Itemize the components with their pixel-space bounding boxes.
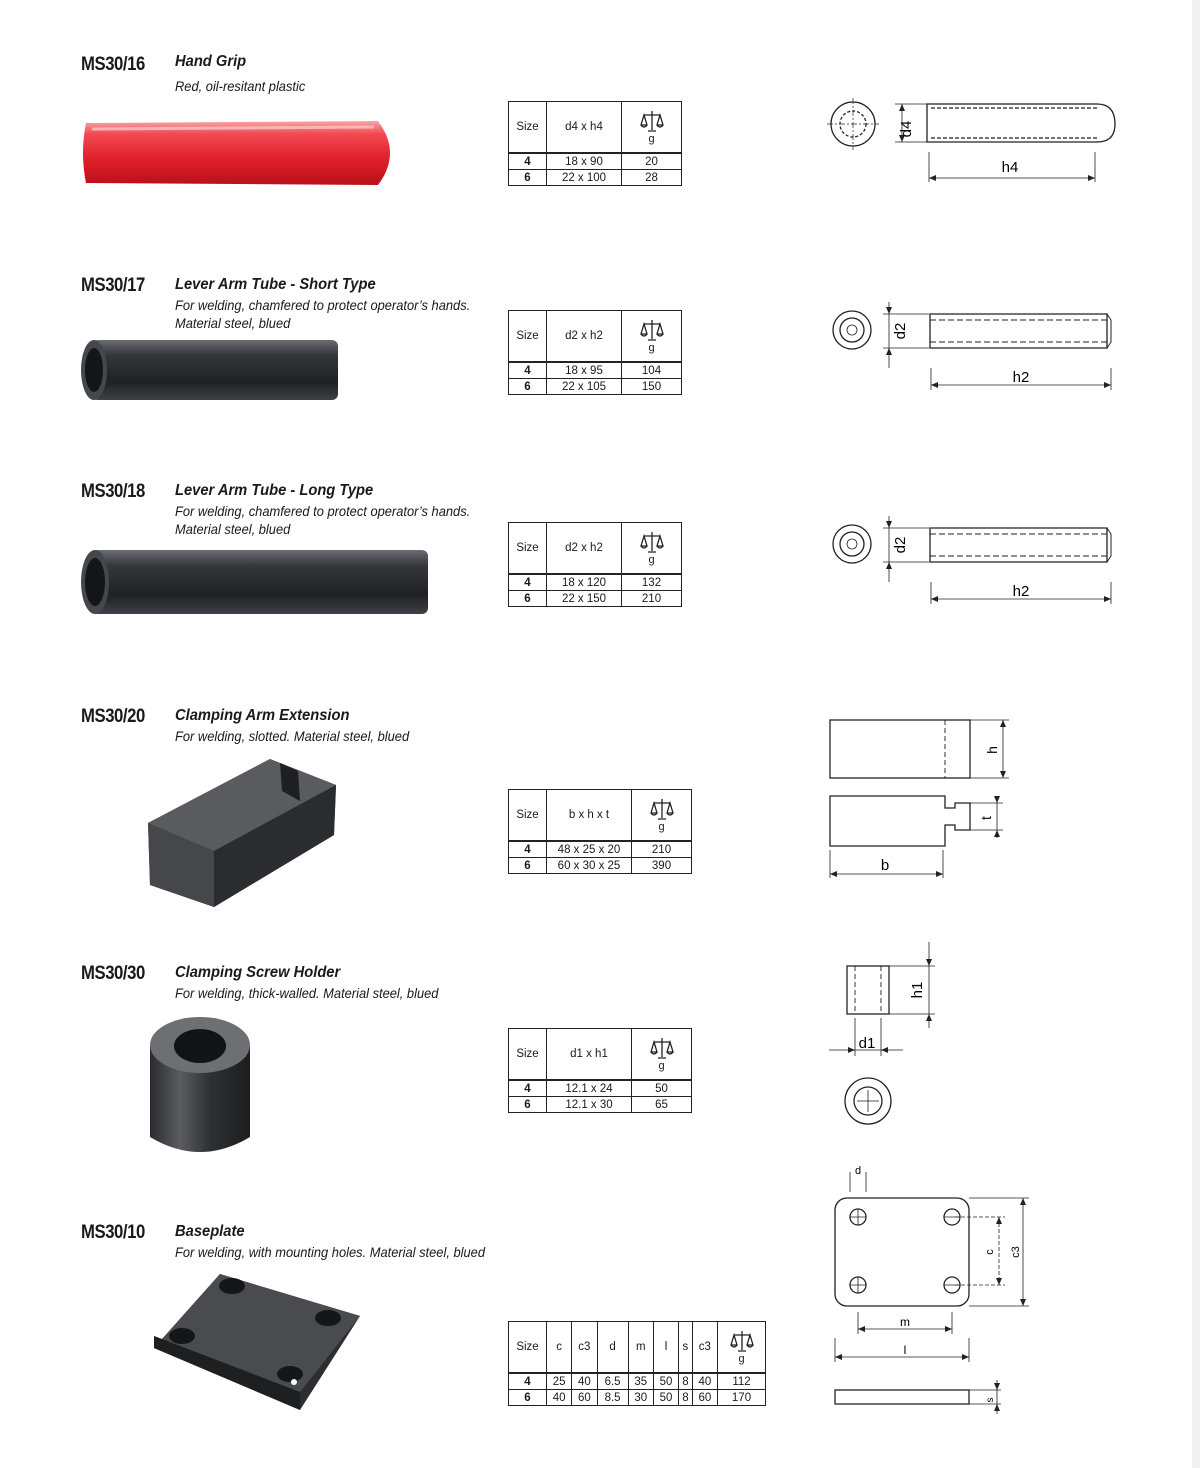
weight-cell: 104 bbox=[622, 362, 682, 379]
header-weight bbox=[632, 790, 692, 842]
value-cell: 25 bbox=[547, 1373, 572, 1390]
table-row bbox=[509, 1390, 766, 1406]
weight-unit: g bbox=[658, 820, 665, 833]
d-label: d bbox=[854, 1165, 862, 1177]
value-cell: 40 bbox=[692, 1373, 717, 1390]
value-cell: 40 bbox=[572, 1373, 597, 1390]
table-row bbox=[509, 379, 682, 395]
size-cell: 6 bbox=[509, 591, 547, 607]
h1-label: h1 bbox=[909, 981, 926, 999]
dimension-cell: 18 x 95 bbox=[547, 362, 622, 379]
size-cell: 4 bbox=[509, 1373, 547, 1390]
header-weight bbox=[622, 102, 682, 154]
header-weight bbox=[622, 311, 682, 363]
product-title: Baseplate bbox=[175, 1223, 245, 1240]
dimension-cell: 18 x 120 bbox=[547, 574, 622, 591]
value-cell: 35 bbox=[628, 1373, 653, 1390]
weight-cell: 28 bbox=[622, 170, 682, 186]
hand-grip-drawing bbox=[825, 92, 1125, 192]
header-dimensions: d1 x h1 bbox=[547, 1029, 632, 1081]
size-cell: 6 bbox=[509, 170, 547, 186]
weight-scale-icon bbox=[649, 1037, 675, 1061]
header-c3-second: c3 bbox=[692, 1322, 717, 1374]
c3-label: c3 bbox=[1010, 1246, 1022, 1258]
value-cell: 60 bbox=[572, 1390, 597, 1406]
weight-cell: 210 bbox=[622, 591, 682, 607]
s-label: s bbox=[985, 1397, 996, 1403]
weight-scale-icon bbox=[639, 110, 665, 134]
product-title: Lever Arm Tube - Long Type bbox=[175, 482, 374, 499]
value-cell: 8.5 bbox=[597, 1390, 628, 1406]
header-weight bbox=[632, 1029, 692, 1081]
size-cell: 4 bbox=[509, 362, 547, 379]
product-title: Clamping Screw Holder bbox=[175, 964, 341, 981]
table-row bbox=[509, 153, 682, 170]
weight-unit: g bbox=[648, 341, 655, 354]
header-dimensions: d4 x h4 bbox=[547, 102, 622, 154]
table-row bbox=[509, 1080, 692, 1097]
clamping-screw-holder-photo bbox=[146, 1013, 256, 1161]
weight-cell: 170 bbox=[718, 1390, 766, 1406]
weight-scale-icon bbox=[639, 531, 665, 555]
b-label: b bbox=[880, 857, 890, 874]
h2-label: h2 bbox=[1012, 583, 1030, 600]
hand-grip-photo bbox=[78, 115, 404, 191]
table-row bbox=[509, 1373, 766, 1390]
spec-table bbox=[508, 789, 692, 874]
header-dimensions: b x h x t bbox=[547, 790, 632, 842]
weight-cell: 20 bbox=[622, 153, 682, 170]
header-weight bbox=[622, 523, 682, 575]
size-cell: 4 bbox=[509, 841, 547, 858]
size-cell: 4 bbox=[509, 153, 547, 170]
product-description: Red, oil-resitant plastic bbox=[175, 78, 306, 94]
weight-unit: g bbox=[648, 132, 655, 145]
size-cell: 4 bbox=[509, 574, 547, 591]
weight-cell: 112 bbox=[718, 1373, 766, 1390]
product-title: Lever Arm Tube - Short Type bbox=[175, 276, 376, 293]
value-cell: 40 bbox=[547, 1390, 572, 1406]
value-cell: 30 bbox=[628, 1390, 653, 1406]
product-code: MS30/10 bbox=[81, 1222, 145, 1243]
header-m: m bbox=[628, 1322, 653, 1374]
spec-table bbox=[508, 522, 682, 607]
h2-label: h2 bbox=[1012, 369, 1030, 386]
weight-unit: g bbox=[648, 553, 655, 566]
page-edge-strip bbox=[1192, 0, 1200, 1468]
long-tube-photo bbox=[78, 546, 434, 618]
weight-cell: 65 bbox=[632, 1097, 692, 1113]
header-weight bbox=[718, 1322, 766, 1374]
product-description: Material steel, blued bbox=[175, 315, 291, 331]
weight-cell: 132 bbox=[622, 574, 682, 591]
table-row bbox=[509, 170, 682, 186]
header-size: Size bbox=[509, 102, 547, 154]
weight-unit: g bbox=[658, 1059, 665, 1072]
h-label: h bbox=[984, 746, 1000, 754]
dimension-cell: 22 x 150 bbox=[547, 591, 622, 607]
dimension-cell: 18 x 90 bbox=[547, 153, 622, 170]
weight-cell: 50 bbox=[632, 1080, 692, 1097]
table-row bbox=[509, 1097, 692, 1113]
clamping-arm-extension-drawing bbox=[825, 714, 1025, 884]
dimension-cell: 60 x 30 x 25 bbox=[547, 858, 632, 874]
long-tube-drawing bbox=[825, 510, 1120, 610]
short-tube-photo bbox=[78, 336, 344, 404]
dimension-cell: 22 x 105 bbox=[547, 379, 622, 395]
value-cell: 50 bbox=[653, 1390, 678, 1406]
product-description: For welding, with mounting holes. Material steel, blued bbox=[175, 1244, 485, 1260]
product-description: For welding, chamfered to protect operator’s hands. bbox=[175, 297, 471, 313]
clamping-arm-extension-photo bbox=[140, 755, 340, 915]
baseplate-drawing bbox=[825, 1162, 1045, 1424]
header-size: Size bbox=[509, 1029, 547, 1081]
product-code: MS30/17 bbox=[81, 275, 145, 296]
value-cell: 8 bbox=[679, 1373, 693, 1390]
weight-cell: 150 bbox=[622, 379, 682, 395]
product-code: MS30/30 bbox=[81, 963, 145, 984]
h4-label: h4 bbox=[1001, 159, 1019, 176]
dimension-cell: 12.1 x 30 bbox=[547, 1097, 632, 1113]
header-c: c bbox=[547, 1322, 572, 1374]
header-size: Size bbox=[509, 790, 547, 842]
d2-label: d2 bbox=[892, 322, 909, 340]
header-c3: c3 bbox=[572, 1322, 597, 1374]
table-row bbox=[509, 574, 682, 591]
product-description: For welding, chamfered to protect operator’s hands. bbox=[175, 503, 471, 519]
header-l: l bbox=[653, 1322, 678, 1374]
header-size: Size bbox=[509, 523, 547, 575]
weight-cell: 390 bbox=[632, 858, 692, 874]
product-code: MS30/18 bbox=[81, 481, 145, 502]
baseplate-photo bbox=[150, 1270, 366, 1416]
d4-label: d4 bbox=[898, 120, 915, 138]
size-cell: 6 bbox=[509, 379, 547, 395]
weight-scale-icon bbox=[649, 798, 675, 822]
l-label: l bbox=[903, 1343, 907, 1357]
table-row bbox=[509, 591, 682, 607]
d2-label: d2 bbox=[892, 536, 909, 554]
dimension-cell: 22 x 100 bbox=[547, 170, 622, 186]
table-row bbox=[509, 858, 692, 874]
dimension-cell: 48 x 25 x 20 bbox=[547, 841, 632, 858]
header-size: Size bbox=[509, 1322, 547, 1374]
value-cell: 8 bbox=[679, 1390, 693, 1406]
weight-cell: 210 bbox=[632, 841, 692, 858]
weight-unit: g bbox=[738, 1352, 745, 1365]
size-cell: 6 bbox=[509, 1097, 547, 1113]
value-cell: 60 bbox=[692, 1390, 717, 1406]
weight-scale-icon bbox=[639, 319, 665, 343]
product-title: Hand Grip bbox=[175, 53, 247, 70]
short-tube-drawing bbox=[825, 296, 1120, 396]
header-s: s bbox=[679, 1322, 693, 1374]
m-label: m bbox=[900, 1315, 910, 1329]
product-description: For welding, thick-walled. Material steel, blued bbox=[175, 985, 439, 1001]
product-description: Material steel, blued bbox=[175, 521, 291, 537]
spec-table bbox=[508, 101, 682, 186]
header-d: d bbox=[597, 1322, 628, 1374]
product-code: MS30/16 bbox=[81, 54, 145, 75]
product-code: MS30/20 bbox=[81, 706, 145, 727]
c-label: c bbox=[984, 1249, 996, 1255]
t-label: t bbox=[978, 816, 994, 820]
value-cell: 50 bbox=[653, 1373, 678, 1390]
dimension-cell: 12.1 x 24 bbox=[547, 1080, 632, 1097]
table-row bbox=[509, 841, 692, 858]
spec-table bbox=[508, 1321, 766, 1406]
spec-table bbox=[508, 310, 682, 395]
value-cell: 6.5 bbox=[597, 1373, 628, 1390]
product-title: Clamping Arm Extension bbox=[175, 707, 350, 724]
table-row bbox=[509, 362, 682, 379]
product-description: For welding, slotted. Material steel, blued bbox=[175, 728, 410, 744]
header-size: Size bbox=[509, 311, 547, 363]
size-cell: 4 bbox=[509, 1080, 547, 1097]
size-cell: 6 bbox=[509, 858, 547, 874]
clamping-screw-holder-drawing bbox=[825, 940, 945, 1130]
spec-table bbox=[508, 1028, 692, 1113]
size-cell: 6 bbox=[509, 1390, 547, 1406]
weight-scale-icon bbox=[729, 1330, 755, 1354]
header-dimensions: d2 x h2 bbox=[547, 311, 622, 363]
header-dimensions: d2 x h2 bbox=[547, 523, 622, 575]
d1-label: d1 bbox=[858, 1035, 876, 1052]
